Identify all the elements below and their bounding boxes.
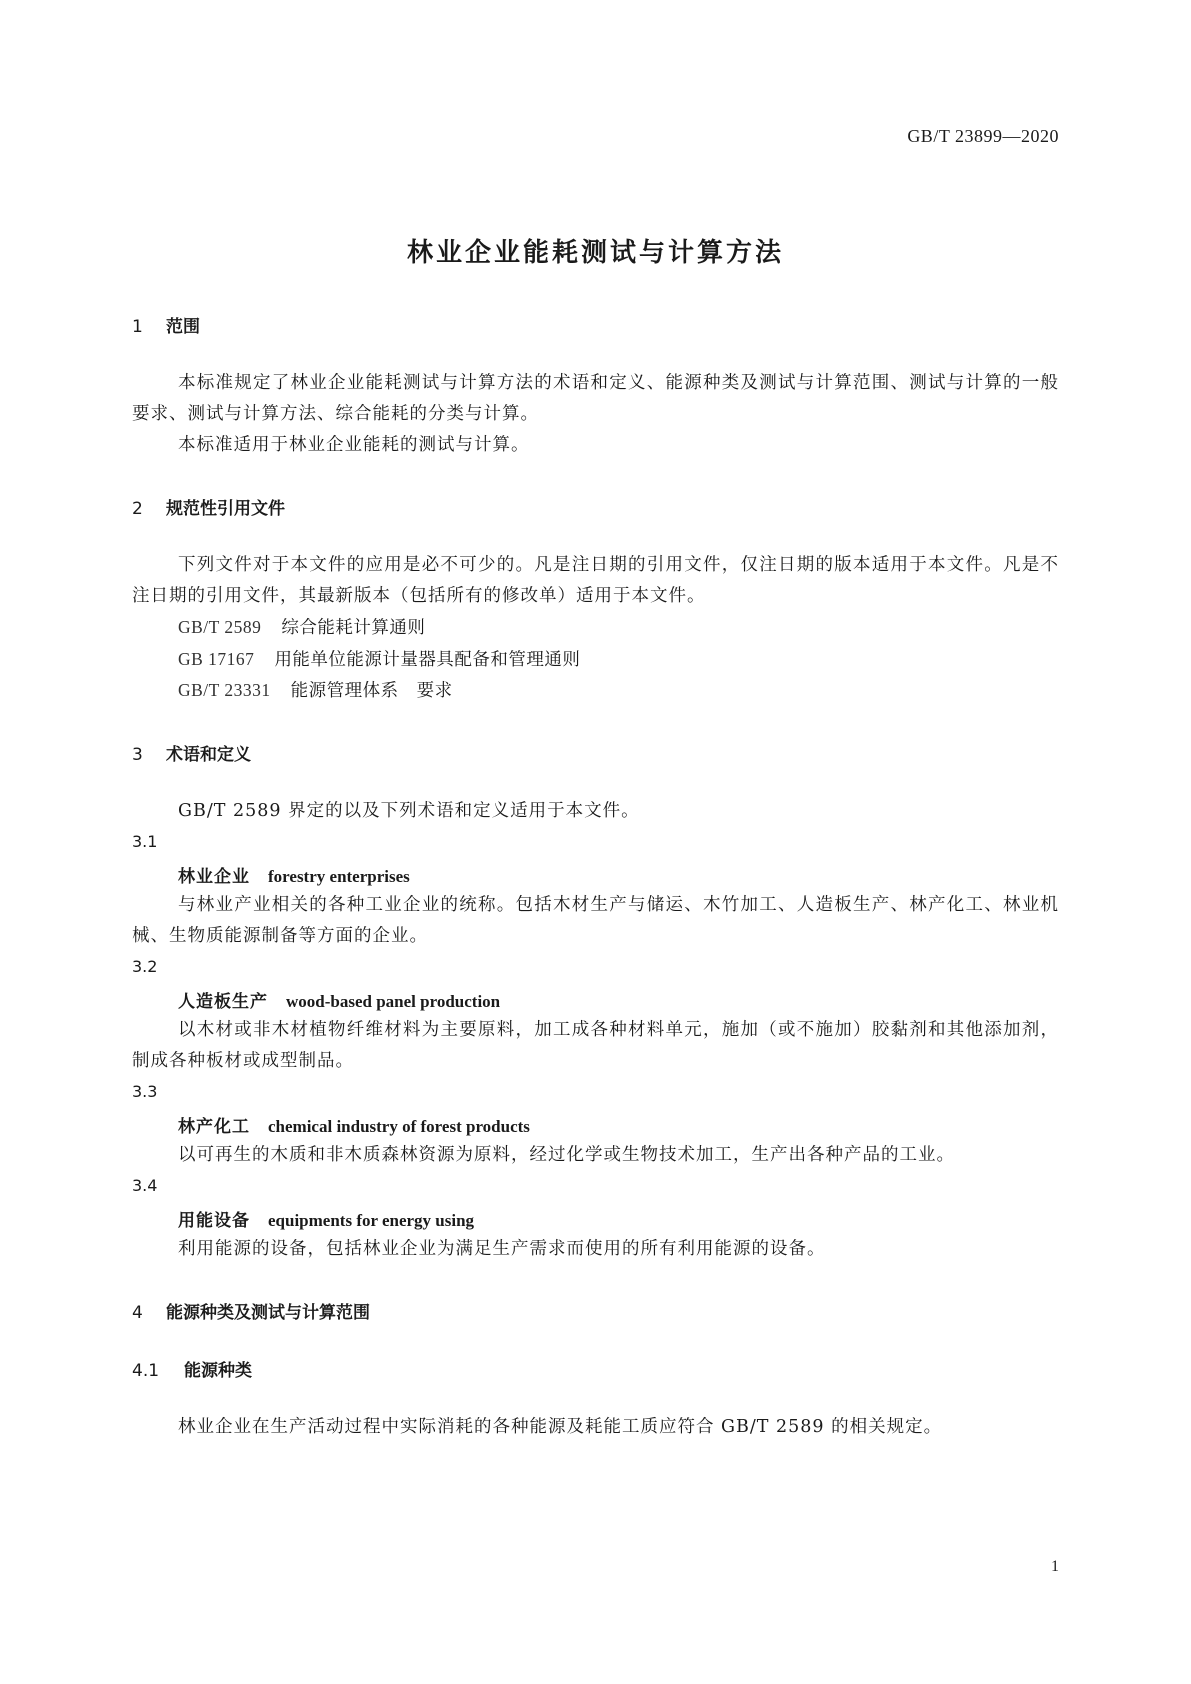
document-title: 林业企业能耗测试与计算方法 <box>406 238 784 268</box>
section-1-heading <box>132 312 200 337</box>
term-zh: 林产化工 <box>178 1117 250 1137</box>
section-title: 能源种类及测试与计算范围 <box>166 1303 370 1323</box>
reference-code: GB/T 2589 <box>178 617 262 637</box>
section-3-intro: GB/T 2589 界定的以及下列术语和定义适用于本文件。 <box>178 801 640 821</box>
term-number: 3.2 <box>132 957 158 976</box>
term-heading <box>178 862 410 887</box>
section-4-heading <box>132 1298 370 1323</box>
section-2-heading <box>132 494 285 519</box>
normative-reference <box>178 677 453 702</box>
term-heading <box>178 1112 530 1137</box>
term-en: chemical industry of forest products <box>268 1117 530 1136</box>
reference-title: 用能单位能源计量器具配备和管理通则 <box>274 650 581 670</box>
section-title: 规范性引用文件 <box>166 499 285 519</box>
term-definition: 利用能源的设备，包括林业企业为满足生产需求而使用的所有利用能源的设备。 <box>178 1239 826 1259</box>
section-number: 2 <box>132 499 143 519</box>
page-number: 1 <box>1051 1558 1059 1575</box>
term-number: 3.1 <box>132 832 158 851</box>
subsection-4-1-para: 林业企业在生产活动过程中实际消耗的各种能源及耗能工质应符合 GB/T 2589 的相关规定。 <box>178 1417 943 1437</box>
term-en: forestry enterprises <box>268 867 410 886</box>
section-1-para-2: 本标准适用于林业企业能耗的测试与计算。 <box>178 435 530 455</box>
term-number: 3.3 <box>132 1082 158 1101</box>
subsection-4-1-heading <box>132 1356 252 1381</box>
subsection-title: 能源种类 <box>184 1361 252 1381</box>
normative-reference <box>178 614 425 639</box>
section-1-para-1: 本标准规定了林业企业能耗测试与计算方法的术语和定义、能源种类及测试与计算范围、测试与计算的一般要求、测试与计算方法、综合能耗的分类与计算。 <box>132 373 1059 424</box>
reference-code: GB/T 23331 <box>178 680 271 700</box>
term-definition: 以木材或非木材植物纤维材料为主要原料，加工成各种材料单元，施加（或不施加）胶黏剂和其他添加剂，制成各种板材或成型制品。 <box>132 1020 1059 1071</box>
section-3-heading <box>132 740 251 765</box>
term-en: equipments for energy using <box>268 1211 475 1230</box>
subsection-number: 4.1 <box>132 1361 160 1381</box>
term-zh: 林业企业 <box>178 867 250 887</box>
normative-reference <box>178 646 580 671</box>
term-number: 3.4 <box>132 1176 158 1195</box>
section-number: 4 <box>132 1303 143 1323</box>
term-definition: 与林业产业相关的各种工业企业的统称。包括木材生产与储运、木竹加工、人造板生产、林产化工、林业机械、生物质能源制备等方面的企业。 <box>132 895 1059 946</box>
term-definition: 以可再生的木质和非木质森林资源为原料，经过化学或生物技术加工，生产出各种产品的工业。 <box>178 1145 955 1165</box>
term-zh: 人造板生产 <box>178 992 268 1012</box>
section-title: 范围 <box>166 317 200 337</box>
term-heading <box>178 987 500 1012</box>
term-zh: 用能设备 <box>178 1211 250 1231</box>
standard-number: GB/T 23899—2020 <box>907 126 1059 146</box>
section-2-para-1: 下列文件对于本文件的应用是必不可少的。凡是注日期的引用文件，仅注日期的版本适用于本文件。凡是不注日期的引用文件，其最新版本（包括所有的修改单）适用于本文件。 <box>132 555 1059 606</box>
reference-title: 综合能耗计算通则 <box>281 618 426 638</box>
term-en: wood-based panel production <box>286 992 501 1011</box>
reference-title: 能源管理体系 要求 <box>290 681 453 701</box>
section-number: 1 <box>132 317 143 337</box>
section-number: 3 <box>132 745 143 765</box>
section-title: 术语和定义 <box>166 745 251 765</box>
term-heading <box>178 1206 474 1231</box>
reference-code: GB 17167 <box>178 649 255 669</box>
